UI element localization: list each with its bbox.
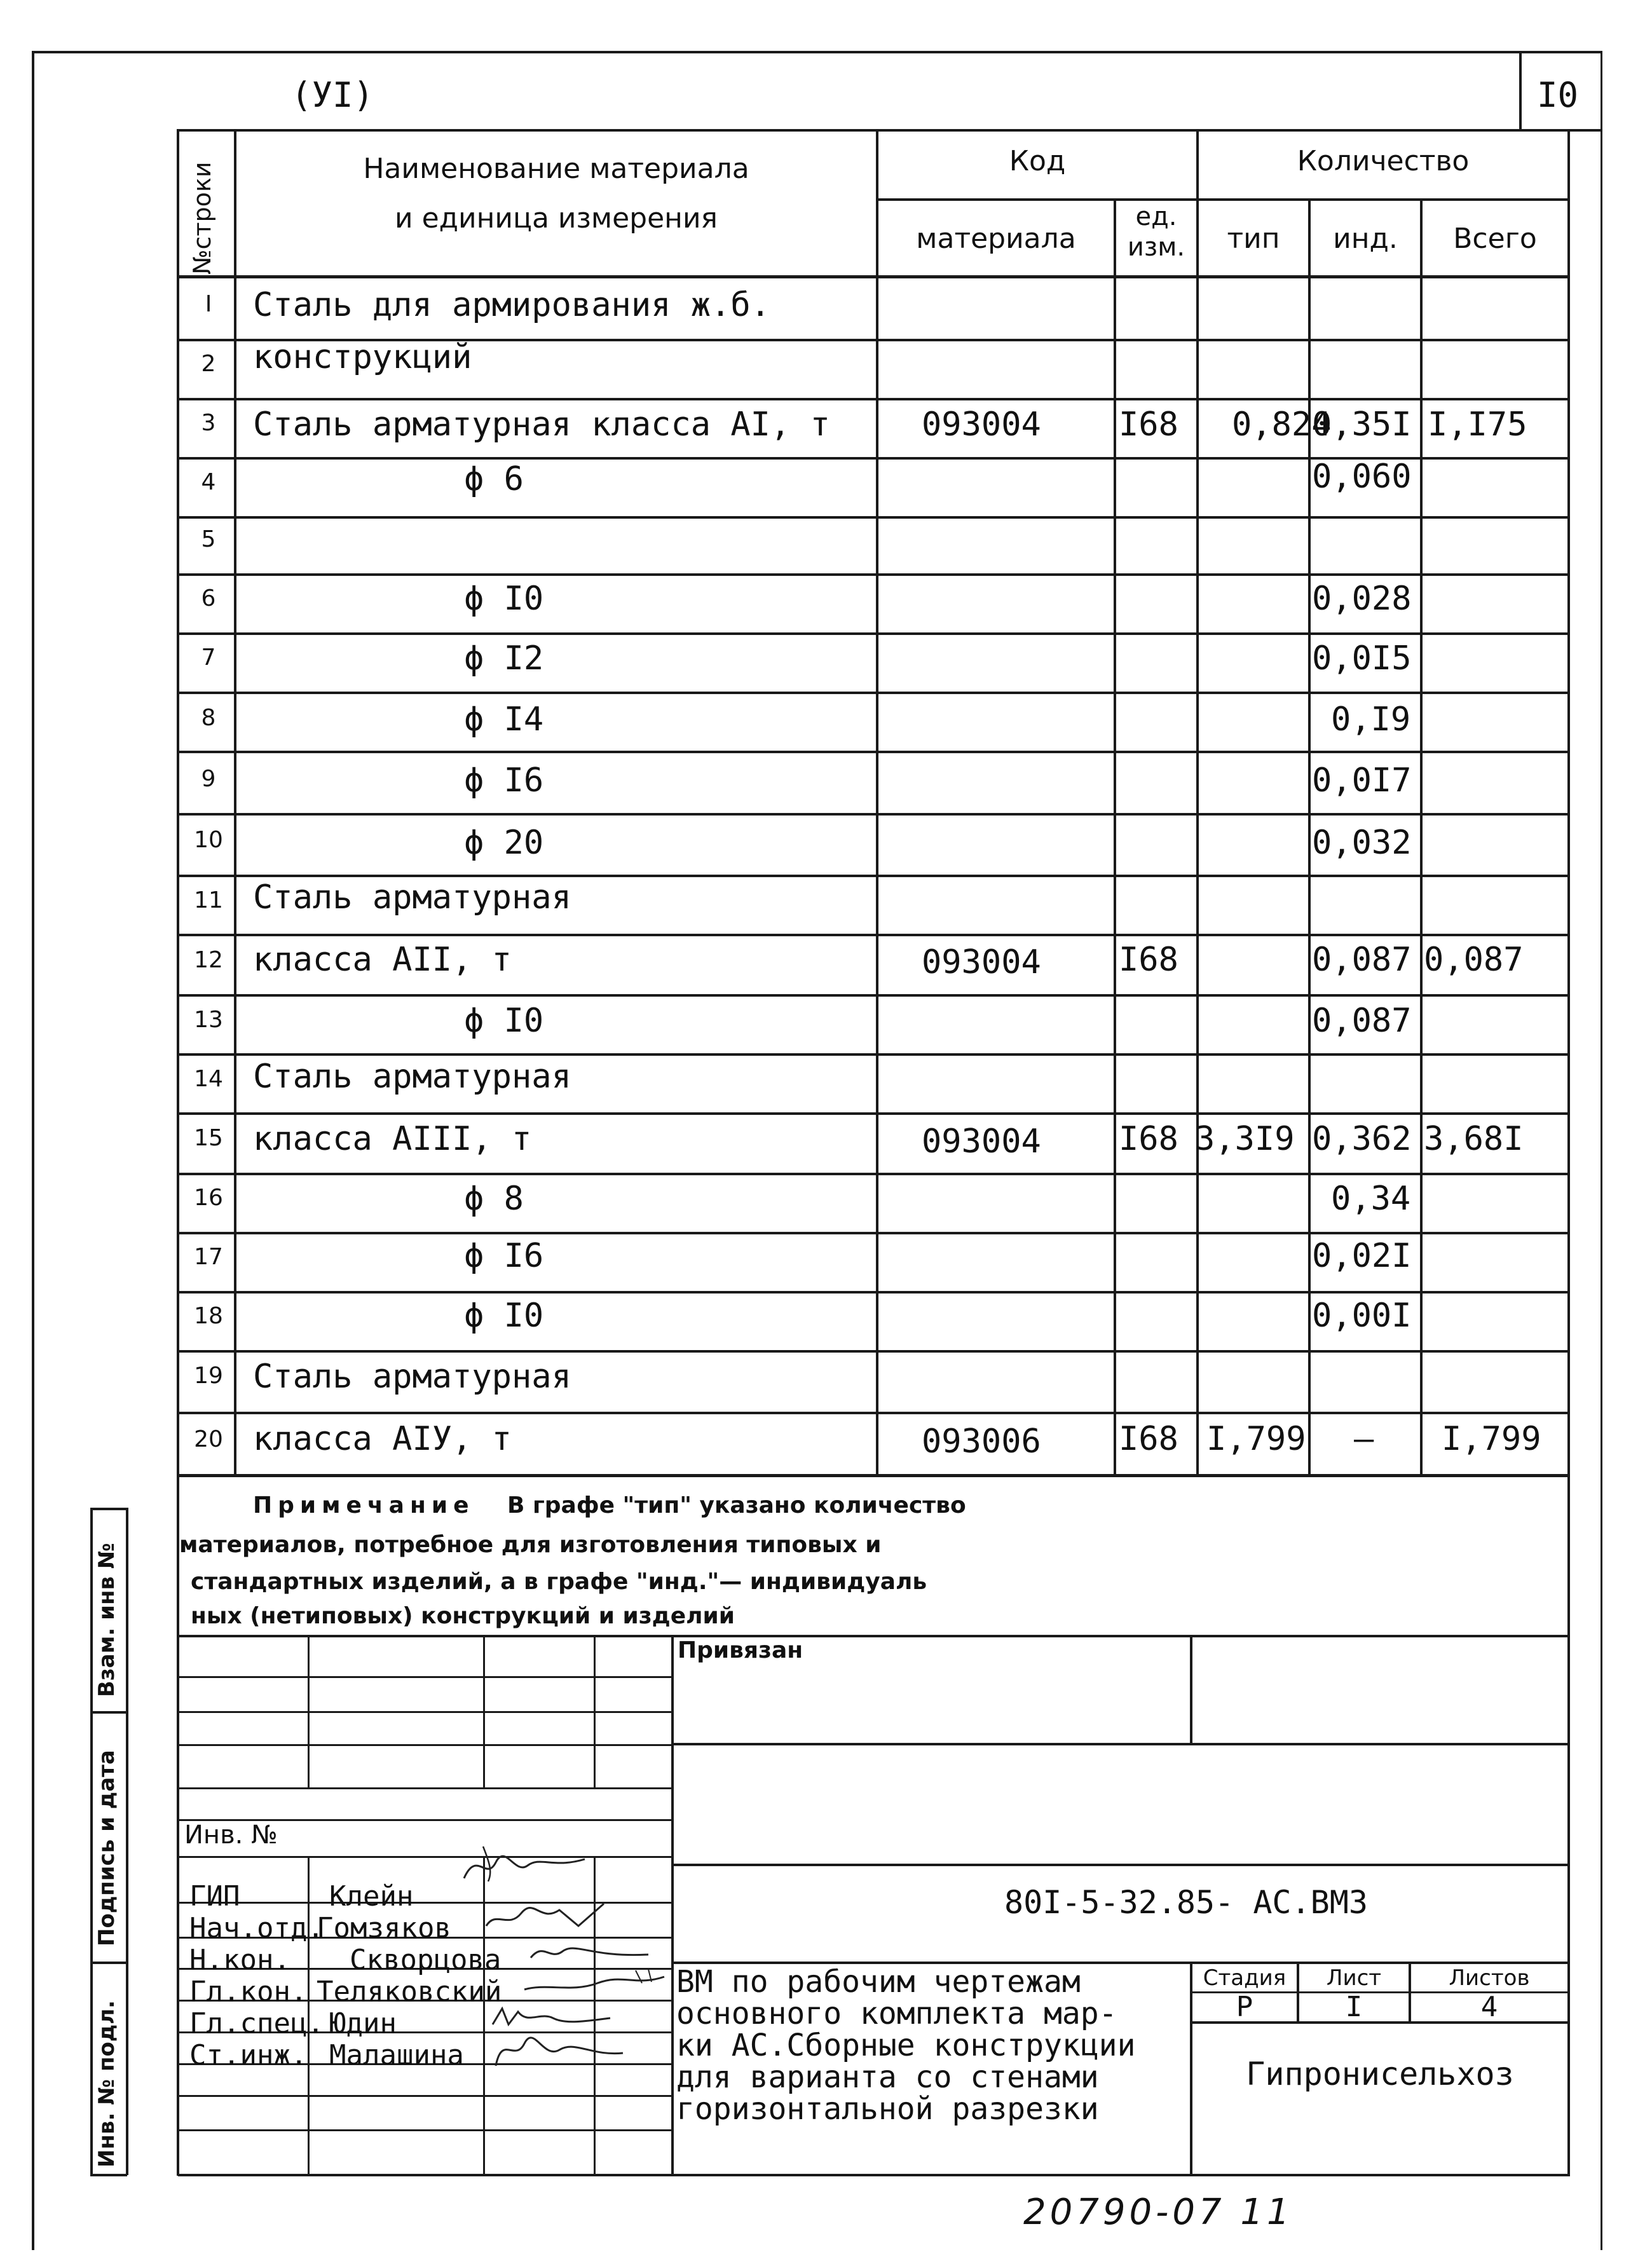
unit-code: I68 bbox=[1119, 941, 1178, 979]
diameter-label: ϕ I4 bbox=[464, 700, 544, 739]
material-code: 093006 bbox=[922, 1423, 1041, 1461]
qty-ind: 0,087 bbox=[1312, 941, 1412, 979]
material-code: 093004 bbox=[922, 943, 1041, 981]
header-unit-line1: ед. bbox=[1135, 202, 1177, 231]
material-name: Сталь арматурная класса АI, т bbox=[253, 406, 830, 444]
row-number: 14 bbox=[194, 1066, 223, 1092]
staff-name: Клейн bbox=[329, 1880, 414, 1913]
diameter-label: ϕ I0 bbox=[464, 1297, 544, 1335]
diameter-label: ϕ 6 bbox=[464, 460, 524, 498]
sheet-value: I bbox=[1345, 1991, 1363, 2023]
diameter-label: ϕ I6 bbox=[464, 761, 544, 800]
header-type: тип bbox=[1227, 222, 1280, 255]
header-material: материала bbox=[916, 222, 1076, 255]
unit-code: I68 bbox=[1119, 1420, 1178, 1458]
material-name: Сталь арматурная bbox=[253, 878, 571, 917]
material-name: класса АII, т bbox=[253, 941, 512, 979]
qty-total: I,799 bbox=[1442, 1420, 1541, 1458]
row-number: 17 bbox=[194, 1244, 223, 1270]
row-number: 8 bbox=[201, 705, 216, 731]
qty-total: 0,087 bbox=[1424, 941, 1524, 979]
stage-value: Р bbox=[1236, 1991, 1253, 2023]
header-unit-line2: изм. bbox=[1127, 233, 1185, 262]
row-number: 13 bbox=[194, 1007, 223, 1033]
material-name: Сталь арматурная bbox=[253, 1058, 571, 1096]
unit-code: I68 bbox=[1119, 406, 1178, 444]
section-mark: (УI) bbox=[291, 75, 374, 115]
sheets-label: Листов bbox=[1449, 1965, 1530, 1991]
qty-ind: 0,032 bbox=[1312, 824, 1412, 862]
material-code: 093004 bbox=[922, 406, 1041, 444]
staff-role: Нач.отд. bbox=[189, 1912, 324, 1944]
side-caption-inv-podl: Инв. № подл. bbox=[94, 2000, 119, 2167]
qty-ind: – bbox=[1354, 1420, 1374, 1458]
row-number: 7 bbox=[201, 645, 216, 671]
row-number: 4 bbox=[201, 469, 216, 495]
inv-no-label: Инв. № bbox=[184, 1820, 278, 1850]
qty-ind: 0,00I bbox=[1312, 1297, 1412, 1335]
signature-gomzyakov bbox=[483, 1897, 610, 1935]
qty-ind: 0,060 bbox=[1312, 458, 1412, 496]
qty-type: 3,3I9 bbox=[1195, 1120, 1295, 1158]
qty-total: I,I75 bbox=[1428, 406, 1527, 444]
qty-ind: 0,0I5 bbox=[1312, 639, 1412, 678]
document-title-line5: горизонтальной разрезки bbox=[676, 2091, 1099, 2127]
qty-ind: 0,02I bbox=[1312, 1237, 1412, 1275]
qty-ind: 0,028 bbox=[1312, 580, 1412, 618]
diameter-label: ϕ 8 bbox=[464, 1180, 524, 1218]
organization-name: Гипронисельхоз bbox=[1246, 2056, 1514, 2092]
note-label: Примечание bbox=[253, 1492, 475, 1518]
qty-ind: 0,087 bbox=[1312, 1002, 1412, 1040]
row-number: 18 bbox=[194, 1303, 223, 1329]
document-title-line1: ВМ по рабочим чертежам bbox=[676, 1964, 1081, 2000]
note-line3: стандартных изделий, а в графе "инд."— индивидуаль bbox=[191, 1569, 927, 1595]
diameter-label: ϕ I0 bbox=[464, 1002, 544, 1040]
page-number: I0 bbox=[1537, 75, 1579, 115]
staff-name: Скворцова bbox=[350, 1944, 502, 1976]
row-number: 5 bbox=[201, 526, 216, 552]
side-caption-podpis: Подпись и дата bbox=[94, 1750, 119, 1946]
document-title-line3: ки АС.Сборные конструкции bbox=[676, 2028, 1136, 2063]
staff-name: Юдин bbox=[329, 2007, 397, 2040]
signature-klein bbox=[458, 1843, 591, 1888]
row-number: 16 bbox=[194, 1185, 223, 1211]
stage-label: Стадия bbox=[1203, 1965, 1287, 1991]
header-name-line2: и единица измерения bbox=[394, 202, 718, 235]
qty-ind: 0,35I bbox=[1312, 406, 1412, 444]
diameter-label: ϕ I0 bbox=[464, 580, 544, 618]
unit-code: I68 bbox=[1119, 1120, 1178, 1158]
document-title-line2: основного комплекта мар- bbox=[676, 1996, 1117, 2031]
row-number: 3 bbox=[201, 410, 216, 436]
qty-ind: 0,0I7 bbox=[1312, 761, 1412, 800]
row-number: 19 bbox=[194, 1363, 223, 1389]
material-name: класса АIУ, т bbox=[253, 1420, 512, 1458]
header-code: Код bbox=[1009, 145, 1066, 177]
archive-number: 20790-07 11 bbox=[1023, 2192, 1294, 2233]
privyazan-label: Привязан bbox=[678, 1637, 803, 1663]
staff-role: Гл.спец. bbox=[189, 2007, 324, 2040]
qty-type: I,799 bbox=[1206, 1420, 1306, 1458]
material-name: Сталь арматурная bbox=[253, 1358, 571, 1396]
staff-role: ГИП bbox=[189, 1880, 240, 1913]
staff-role: Гл.кон. bbox=[189, 1976, 308, 2008]
diameter-label: ϕ I6 bbox=[464, 1237, 544, 1275]
note-line2: материалов, потребное для изготовления типовых и bbox=[179, 1532, 882, 1558]
header-ind: инд. bbox=[1333, 222, 1398, 255]
row-number: 12 bbox=[194, 947, 223, 973]
row-number: I bbox=[205, 291, 212, 317]
material-name: конструкций bbox=[253, 338, 472, 376]
note-line4: ных (нетиповых) конструкций и изделий bbox=[191, 1603, 735, 1629]
qty-ind: 0,362 bbox=[1312, 1120, 1412, 1158]
material-name: класса АIII, т bbox=[253, 1120, 532, 1158]
sheet-label: Лист bbox=[1326, 1965, 1382, 1991]
material-code: 093004 bbox=[922, 1123, 1041, 1161]
header-total: Всего bbox=[1453, 222, 1537, 255]
staff-name: Теляковский bbox=[317, 1976, 502, 2008]
row-number: 2 bbox=[201, 351, 216, 377]
note-line1: В графе "тип" указано количество bbox=[507, 1492, 966, 1518]
signature-telyakovsky bbox=[521, 1964, 667, 2002]
staff-role: Н.кон. bbox=[189, 1944, 290, 1976]
signature-malashina bbox=[489, 2028, 629, 2072]
staff-role: Ст.инж. bbox=[189, 2039, 308, 2071]
header-name-line1: Наименование материала bbox=[363, 153, 749, 185]
row-number: 20 bbox=[194, 1426, 223, 1452]
qty-type: 0,824 bbox=[1232, 406, 1332, 444]
document-code: 80I-5-32.85- АС.ВМ3 bbox=[1004, 1884, 1368, 1921]
qty-ind: 0,I9 bbox=[1331, 700, 1411, 739]
header-quantity: Количество bbox=[1297, 145, 1470, 177]
row-number: 15 bbox=[194, 1125, 223, 1151]
qty-total: 3,68I bbox=[1424, 1120, 1524, 1158]
sheets-value: 4 bbox=[1480, 1991, 1498, 2023]
row-number: 6 bbox=[201, 585, 216, 611]
row-number: 11 bbox=[194, 887, 223, 913]
diameter-label: ϕ I2 bbox=[464, 639, 544, 678]
side-caption-vzam: Взам. инв № bbox=[94, 1543, 119, 1697]
row-number: 9 bbox=[201, 766, 216, 792]
qty-ind: 0,34 bbox=[1331, 1180, 1411, 1218]
diameter-label: ϕ 20 bbox=[464, 824, 544, 862]
row-number: 10 bbox=[194, 827, 223, 853]
staff-name: Малашина bbox=[329, 2039, 464, 2071]
material-name: Сталь для армирования ж.б. bbox=[253, 286, 770, 324]
staff-name: Гомзяков bbox=[317, 1912, 451, 1944]
document-title-line4: для варианта со стенами bbox=[676, 2059, 1099, 2095]
header-row-number: №строки bbox=[188, 161, 216, 275]
